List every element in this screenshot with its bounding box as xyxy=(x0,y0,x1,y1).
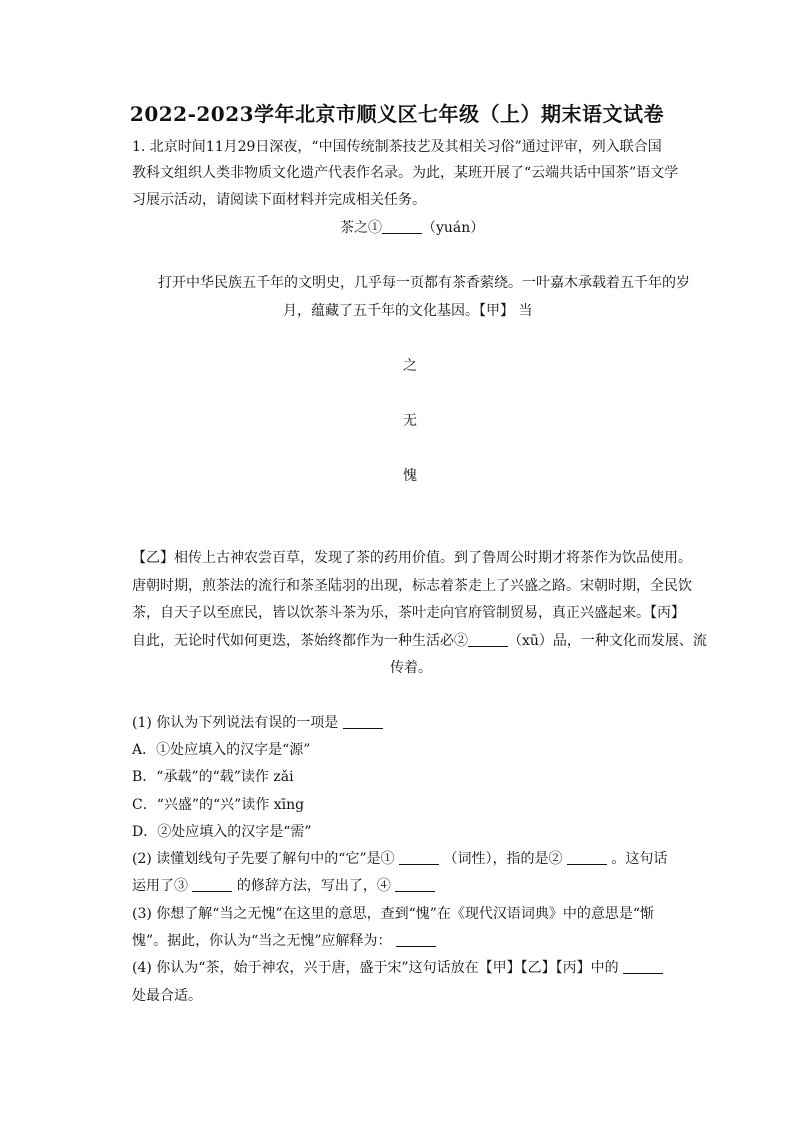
q4-answer-blank[interactable] xyxy=(623,959,663,974)
q4-line-1 xyxy=(132,958,663,978)
q1-stem xyxy=(132,713,383,733)
passage-title xyxy=(340,218,484,238)
q1-option-b: B．“承载”的“载”读作 zǎi xyxy=(132,769,294,785)
q1-option-a: A．①处应填入的汉字是“源” xyxy=(132,742,311,758)
q2-answer-blank-3[interactable] xyxy=(192,877,232,892)
q2-line-1 xyxy=(132,849,667,869)
q1-answer-blank[interactable] xyxy=(343,714,383,729)
q1-stem-text: (1) 你认为下列说法有误的一项是 xyxy=(132,715,343,731)
page-title: 2022-2023学年北京市顺义区七年级（上）期末语文试卷 xyxy=(129,102,665,126)
para2-line-5: 传着。 xyxy=(390,660,432,676)
para2-line-4 xyxy=(132,631,707,651)
para2-line-3: 茶，自天子以至庶民，皆以饮茶斗茶为乐，茶叶走向官府管制贸易，真正兴盛起来。【丙】 xyxy=(132,605,685,621)
para2-line-1: 【乙】相传上古神农尝百草，发现了茶的药用价值。到了鲁周公时期才将茶作为饮品使用。 xyxy=(132,550,692,566)
q4-text: (4) 你认为“茶，始于神农，兴于唐，盛于宋”这句话放在【甲】【乙】【丙】中的 xyxy=(132,960,624,976)
q3-text: 愧”。据此，你认为“当之无愧”应解释为： xyxy=(132,933,396,949)
passage-title-suffix: （yuán） xyxy=(422,220,485,236)
vertical-char-2: 无 xyxy=(403,413,417,429)
para2-line-2: 唐朝时期，煎茶法的流行和茶圣陆羽的出现，标志着茶走上了兴盛之路。宋朝时期，全民饮 xyxy=(132,578,692,594)
q2-text-1: (2) 读懂划线句子先要了解句中的“它”是① xyxy=(132,851,400,867)
q1-option-d: D．②处应填入的汉字是“需” xyxy=(132,824,312,840)
vertical-char-3: 愧 xyxy=(403,468,417,484)
para1-line-2: 月，蕴藏了五千年的文化基因。【甲】 当 xyxy=(283,303,533,319)
q4-line-2: 处最合适。 xyxy=(132,988,202,1004)
q3-line-2 xyxy=(132,931,436,951)
para2-line-4-before: 自此，无论时代如何更迭，茶始终都作为一种生活必② xyxy=(132,633,468,649)
q2-answer-blank-1[interactable] xyxy=(399,850,439,865)
answer-blank-1[interactable] xyxy=(382,219,422,234)
q2-answer-blank-4[interactable] xyxy=(395,877,435,892)
q2-line-2 xyxy=(132,876,435,896)
passage-title-prefix: 茶之① xyxy=(340,220,382,236)
q3-answer-blank[interactable] xyxy=(396,932,436,947)
vertical-char-1: 之 xyxy=(403,358,417,374)
q3-line-1: (3) 你想了解“当之无愧”在这里的意思，查到“愧”在《现代汉语词典》中的意思是“惭 xyxy=(132,906,655,922)
q2-text-2: （词性），指的是② xyxy=(439,851,567,867)
intro-line-2: 教科文组织人类非物质文化遗产代表作名录。为此，某班开展了“云端共话中国茶”语文学 xyxy=(132,165,679,181)
para1-line-1: 打开中华民族五千年的文明史，几乎每一页都有茶香萦绕。一叶嘉木承载着五千年的岁 xyxy=(158,275,690,291)
intro-line-3: 习展示活动，请阅读下面材料并完成相关任务。 xyxy=(132,192,426,208)
q1-option-c: C．“兴盛”的“兴”读作 xīng xyxy=(132,797,305,813)
q2-text-3: 。这句话 xyxy=(606,851,668,867)
q2-text-5: 的修辞方法，写出了，④ xyxy=(232,878,396,894)
answer-blank-2[interactable] xyxy=(468,632,508,647)
intro-line-1: 1. 北京时间11月29日深夜，“中国传统制茶技艺及其相关习俗”通过评审，列入联合国 xyxy=(132,139,662,155)
q2-answer-blank-2[interactable] xyxy=(567,850,607,865)
q2-text-4: 运用了③ xyxy=(132,878,193,894)
para2-line-4-after: （xū）品，一种文化而发展、流 xyxy=(508,633,707,649)
